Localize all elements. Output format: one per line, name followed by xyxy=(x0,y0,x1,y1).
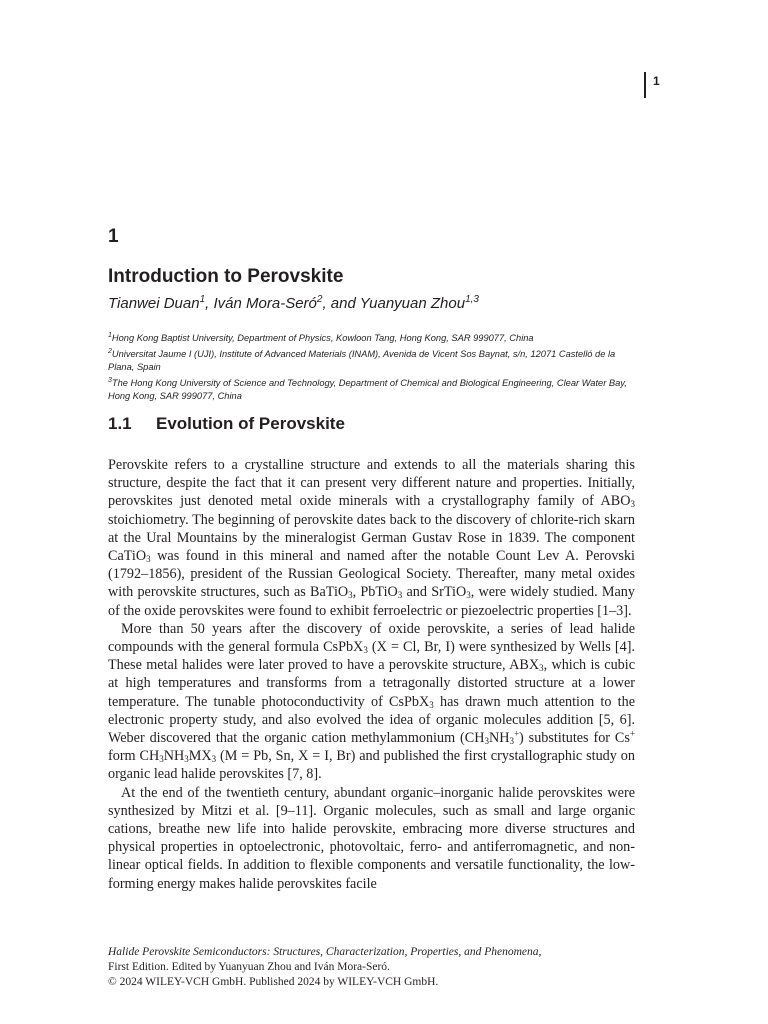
affiliation-item xyxy=(108,345,638,374)
affiliation-item xyxy=(108,329,638,345)
section-heading xyxy=(108,414,345,434)
body-paragraph: At the end of the twentieth century, abundant organic–inorganic halide perovskites were synthesized by Mitzi et al. [9–11]. Organic molecules, such as small and large organic cations, breathe new life into halide perovskite, embracing more diverse structures and physical properties in optoelectronic, photovoltaic, ferro- and antiferromagnetic, and non-linear optical fields. In addition to flexible components and versatile functionality, the low-forming energy makes halide perovskites facile xyxy=(108,784,635,892)
book-title: Halide Perovskite Semiconductors: Structures, Characterization, Properties, and Phenomena xyxy=(108,946,539,958)
page-number: 1 xyxy=(644,72,660,98)
section-number: 1.1 xyxy=(108,414,132,433)
author-affiliation-mark: 1,3 xyxy=(465,294,479,305)
body-paragraph: More than 50 years after the discovery of oxide perovskite, a series of lead halide compounds with the general formula CsPbX$_3$ (X = Cl, Br, I) were synthesized by Wells [4]. These metal halides were later proved to have a perovskite structure, $ABX_3$, which is cubic at high temperatures and transforms from a tetragonally distorted structure at a lower temperature. The tunable photoconductivity of CsPbX$_3$ has drawn much attention to the electronic property study, and also evolved the idea of organic molecules addition [5, 6]. Weber discovered that the organic cation methylammonium $(CH_3NH_3^+)$ substitutes for Cs+ form $CH_3NH_3MX_3$ (M = Pb, Sn, X = I, Br) and published the first crystallographic study on organic lead halide perovskites [7, 8]. xyxy=(108,620,636,783)
chapter-number: 1 xyxy=(108,226,119,247)
body-text xyxy=(108,456,635,893)
author-name: Iván Mora-Seró xyxy=(213,295,317,312)
affiliation-text: The Hong Kong University of Science and Technology, Department of Chemical and Biological Engineering, Clear Water Bay, Hong Kong, SAR 999077, China xyxy=(108,378,627,402)
affiliation-item xyxy=(108,374,638,403)
affiliation-mark: 1 xyxy=(108,332,112,339)
affiliation-mark: 2 xyxy=(108,348,112,356)
book-footnote: Halide Perovskite Semiconductors: Structures, Characterization, Properties, and Phenomena, First Edition. Edited by Yuanyuan Zhou and Iván Mora-Seró. © 2024 WILEY-VCH GmbH. Published 2024 by WILEY-VCH GmbH. xyxy=(108,945,648,990)
author-name: Yuanyuan Zhou xyxy=(359,295,466,312)
affiliation-text: Hong Kong Baptist University, Department of Physics, Kowloon Tang, Hong Kong, SAR 999077, China xyxy=(111,333,534,344)
author-separator: , xyxy=(205,295,214,312)
author-list xyxy=(108,294,479,312)
body-paragraph: Perovskite refers to a crystalline structure and extends to all the materials sharing this structure, despite the fact that it can present very different nature and properties. Initially, perovskites just denoted metal oxide minerals with a crystallography family of $ABO_3$ stoichiometry. The beginning of perovskite dates back to the discovery of chlorite-rich skarn at the Ural Mountains by the mineralogist German Gustav Rose in 1839. The component CaTiO$_3$ was found in this mineral and named after the notable Count Lev A. Perovski (1792–1856), president of the Russian Geological Society. Thereafter, many metal oxides with perovskite structures, such as BaTiO$_3$, PbTiO$_3$ and SrTiO$_3$, were widely studied. Many of the oxide perovskites were found to exhibit ferroelectric or piezoelectric properties [1–3]. xyxy=(108,457,635,619)
author-affiliation-mark: 1 xyxy=(199,294,206,305)
section-title: Evolution of Perovskite xyxy=(156,414,345,433)
affiliation-list xyxy=(108,329,638,403)
author-affiliation-mark: 2 xyxy=(316,294,323,305)
affiliation-text: Universitat Jaume I (UJI), Institute of Advanced Materials (INAM), Avenida de Vicent Sos Baynat, s/n, 12071 Castelló de la Plana, Spain xyxy=(108,349,616,373)
chapter-title: Introduction to Perovskite xyxy=(108,266,344,287)
edition-line: First Edition. Edited by Yuanyuan Zhou and Iván Mora-Seró. xyxy=(108,961,390,973)
copyright-line: © 2024 WILEY-VCH GmbH. Published 2024 by WILEY-VCH GmbH. xyxy=(108,976,439,988)
author-name: Tianwei Duan xyxy=(108,295,200,312)
affiliation-mark: 3 xyxy=(108,377,112,385)
author-separator: , and xyxy=(322,295,360,312)
